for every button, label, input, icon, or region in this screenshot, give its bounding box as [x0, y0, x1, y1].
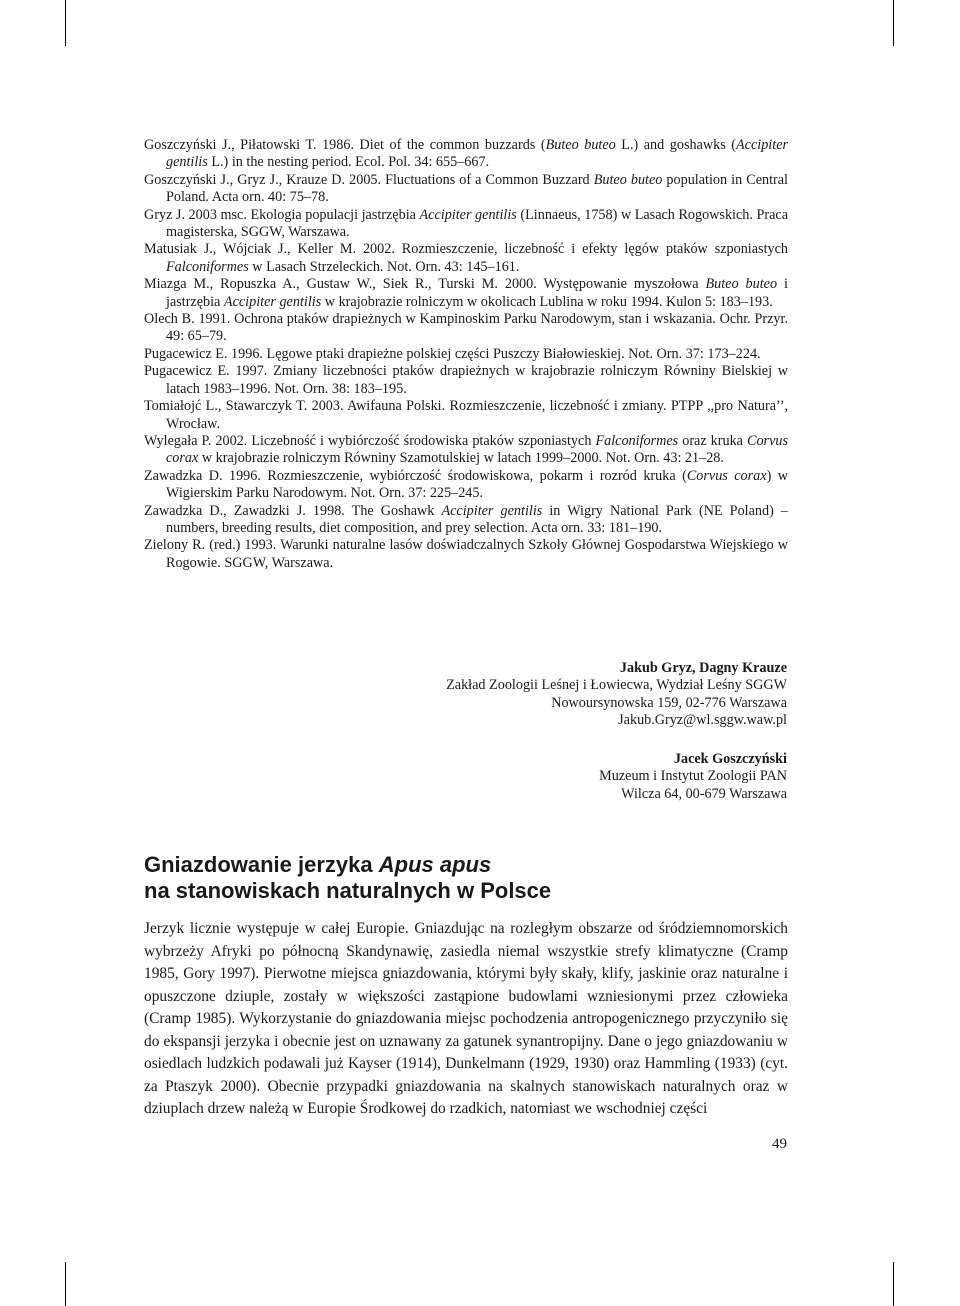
reference-text: w krajobrazie rolniczym Równiny Szamotulskiej w latach 1999–2000. Not. Orn. 43: 21–28. — [198, 450, 724, 467]
crop-mark-top-right — [893, 0, 894, 46]
reference-text: L.) in the nesting period. Ecol. Pol. 34: 655–667. — [207, 154, 490, 171]
reference-text: ) w Wigierskim Parku Narodowym. Not. Orn. 37: 225–245. — [166, 467, 788, 502]
reference-text: L.) and goshawks ( — [615, 137, 737, 153]
address-line: Nowoursynowska 159, 02-776 Warszawa — [551, 694, 787, 711]
reference-text: oraz kruka — [678, 432, 747, 449]
species-name-italic: Accipiter gentilis — [166, 137, 789, 171]
reference-list — [144, 137, 788, 572]
species-name-italic: Buteo buteo — [705, 276, 778, 293]
institution-line: Zakład Zoologii Leśnej i Łowiecwa, Wydział Leśny SGGW — [446, 677, 787, 694]
reference-text: i jastrzębia — [166, 276, 788, 310]
author-names: Jakub Gryz, Dagny Krauze — [619, 660, 787, 676]
reference-text: Miazga M., Ropuszka A., Gustaw W., Siek R., Turski M. 2000. Występowanie myszołowa — [144, 276, 706, 293]
reference-text: Pugacewicz E. 1997. Zmiany liczebności ptaków drapieżnych w krajobrazie rolniczym Równiny Bielskiej w latach 1983–1996. Not. Orn. 38: 183–195. — [144, 363, 788, 397]
article-title — [144, 852, 788, 904]
reference-text: population in Central Poland. Acta orn. 40: 75–78. — [166, 171, 789, 206]
reference-entry — [144, 172, 788, 207]
reference-text: w krajobrazie rolniczym w okolicach Lublina w roku 1994. Kulon 5: 183–193. — [321, 293, 773, 310]
reference-entry — [144, 207, 788, 242]
institution-line: Muzeum i Instytut Zoologii PAN — [599, 768, 787, 785]
reference-text: Olech B. 1991. Ochrona ptaków drapieżnych w Kampinoskim Parku Narodowym, stan i wskazania. Ochr. Przyr. 49: 65–79. — [144, 311, 788, 345]
reference-text: Goszczyński J., Piłatowski T. 1986. Diet of the common buzzards ( — [144, 137, 546, 153]
address-line: Wilcza 64, 00-679 Warszawa — [621, 785, 787, 802]
reference-entry — [144, 137, 788, 172]
species-name-italic: Falconiformes — [595, 432, 679, 449]
reference-entry — [144, 433, 788, 468]
reference-entry — [144, 276, 788, 311]
reference-text: Tomiałojć L., Stawarczyk T. 2003. Awifauna Polski. Rozmieszczenie, liczebność i zmiany. PTPP ,,pro Natura’’, Wrocław. — [144, 398, 788, 432]
reference-entry — [144, 363, 788, 398]
species-name-italic: Accipiter gentilis — [419, 206, 517, 223]
reference-text: in Wigry National Park (NE Poland) – numbers, breeding results, diet composition, and prey selection. Acta orn. 33: 181–190. — [166, 502, 788, 536]
email-address: Jakub.Gryz@wl.sggw.waw.pl — [618, 712, 787, 729]
reference-text: Gryz J. 2003 msc. Ekologia populacji jastrzębia — [144, 206, 420, 223]
reference-text: Wylegała P. 2002. Liczebność i wybiórczość środowiska ptaków szponiastych — [144, 432, 596, 449]
reference-entry — [144, 398, 788, 433]
reference-entry — [144, 537, 788, 572]
species-name-italic: Buteo buteo — [593, 171, 663, 188]
crop-mark-bottom-right — [893, 1262, 894, 1306]
reference-text: Goszczyński J., Gryz J., Krauze D. 2005. Fluctuations of a Common Buzzard — [144, 171, 594, 188]
reference-text: Zawadzka D., Zawadzki J. 1998. The Goshawk — [144, 502, 442, 519]
article-body-paragraph: Jerzyk licznie występuje w całej Europie. Gniazdując na rozległym obszarze od śródziemnomorskich wybrzeży Afryki po północną Skandynawię, zasiedla niemal wszystkie strefy klimatyczne (Cramp 1985, Gory 1997). Pierwotne miejsca gniazdowania, którymi były skały, klify, jaskinie oraz naturalne i opuszczone dziuple, zostały w większości zastąpione budowlami wzniesionymi przez człowieka (Cramp 1985). Wykorzystanie do gniazdowania miejsc pochodzenia antropogenicznego przyczyniło się do ekspansji jerzyka i obecnie jest on uznawany za gatunek synantropijny. Dane o jego gniazdowaniu w osiedlach ludzkich podawali już Kayser (1914), Dunkelmann (1929, 1930) oraz Hammling (1933) (cyt. za Ptaszyk 2000). Obecnie przypadki gniazdowania na skalnych stanowiskach naturalnych oraz w dziuplach drzew należą w Europie Środkowej do rzadkich, natomiast we wschodniej części — [144, 920, 788, 1117]
species-name-italic: Corvus corax — [166, 432, 788, 467]
author-affiliation-1 — [446, 660, 787, 730]
reference-text: Pugacewicz E. 1996. Lęgowe ptaki drapieżne polskiej części Puszczy Białowieskiej. Not. Orn. 37: 173–224. — [144, 345, 761, 362]
species-name-italic: Accipiter gentilis — [441, 502, 543, 519]
species-name-italic: Buteo buteo — [545, 137, 616, 153]
author-names: Jacek Goszczyński — [673, 751, 787, 767]
reference-entry — [144, 468, 788, 503]
page-number: 49 — [772, 1136, 787, 1152]
reference-text: (Linnaeus, 1758) w Lasach Rogowskich. Praca magisterska, SGGW, Warszawa. — [166, 206, 788, 241]
species-name-italic: Accipiter gentilis — [223, 293, 322, 310]
reference-text: w Lasach Strzeleckich. Not. Orn. 43: 145–161. — [248, 258, 520, 275]
title-species-name: Apus apus — [378, 852, 492, 877]
reference-entry — [144, 241, 788, 276]
title-line1-prefix: Gniazdowanie jerzyka — [144, 852, 379, 877]
reference-entry — [144, 503, 788, 538]
species-name-italic: Falconiformes — [166, 258, 249, 275]
reference-entry — [144, 311, 788, 346]
reference-text: Zawadzka D. 1996. Rozmieszczenie, wybiórczość środowiskowa, pokarm i rozród kruka ( — [144, 467, 687, 484]
author-affiliation-2 — [599, 751, 787, 803]
crop-mark-bottom-left — [65, 1262, 66, 1306]
crop-mark-top-left — [65, 0, 66, 46]
reference-text: Zielony R. (red.) 1993. Warunki naturalne lasów doświadczalnych Szkoły Głównej Gospodarstwa Wiejskiego w Rogowie. SGGW, Warszawa. — [144, 537, 788, 571]
reference-text: Matusiak J., Wójciak J., Keller M. 2002. Rozmieszczenie, liczebność i efekty lęgów ptaków szponiastych — [144, 241, 788, 258]
reference-entry — [144, 346, 788, 363]
species-name-italic: Corvus corax — [686, 467, 767, 484]
title-line2: na stanowiskach naturalnych w Polsce — [144, 878, 552, 903]
